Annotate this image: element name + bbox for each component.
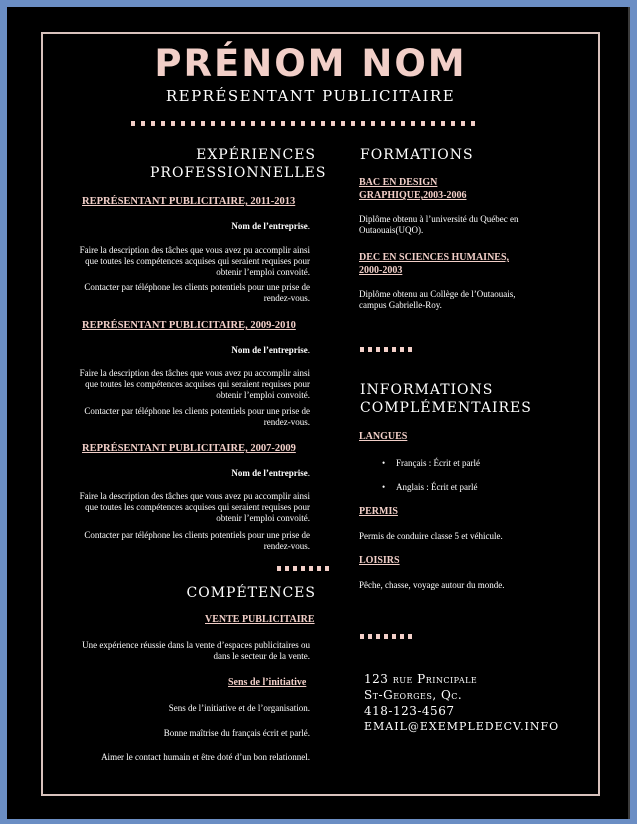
language-item-1: • Français : Écrit et parlé (396, 458, 480, 468)
skill-2-title: Sens de l’initiative (228, 677, 307, 688)
education-2-title: DEC EN SCIENCES HUMAINES, 2000-2003 (359, 252, 510, 276)
job-1-title: REPRÉSENTANT PUBLICITAIRE, 2011-2013 (82, 196, 296, 207)
languages-title: LANGUES (359, 431, 408, 442)
skill-2-item-3: Aimer le contact humain et être doté d’un bon relationnel. (101, 752, 310, 762)
education-1-title: BAC EN DESIGN GRAPHIQUE,2003-2006 (359, 177, 467, 201)
address-line: 123 rue Principale (364, 672, 478, 686)
header-divider-dots (131, 121, 475, 126)
contact-divider-dots (360, 634, 412, 639)
job-3-contact: Contacter par téléphone les clients potentiels pour une prise de rendez-vous. (84, 530, 310, 551)
skill-1-text: Une expérience réussie dans la vente d’espaces publicitaires ou dans le secteur de la vente. (82, 640, 310, 661)
phone-line: 418-123-4567 (364, 704, 455, 718)
experience-title: EXPÉRIENCES PROFESSIONNELLES (150, 147, 327, 181)
job-3-description: Faire la description des tâches que vous avez pu accomplir ainsi que toutes les compétences acquises qui seraient requises pour obtenir l’emploi convoité. (79, 491, 310, 523)
skill-2-item-2: Bonne maîtrise du français écrit et parlé. (163, 728, 310, 738)
skills-title: COMPÉTENCES (186, 585, 316, 601)
permit-title: PERMIS (359, 506, 398, 517)
job-1-description: Faire la description des tâches que vous avez pu accomplir ainsi que toutes les compétences acquises qui seraient requises pour obtenir l’emploi convoité. (79, 245, 310, 277)
job-2-description: Faire la description des tâches que vous avez pu accomplir ainsi que toutes les compétences acquises qui seraient requises pour obtenir l’emploi convoité. (79, 368, 310, 400)
job-1-contact: Contacter par téléphone les clients potentiels pour une prise de rendez-vous. (84, 282, 310, 303)
skills-divider-dots (277, 566, 329, 571)
language-item-2: • Anglais : Écrit et parlé (396, 482, 477, 492)
permit-text: Permis de conduire classe 5 et véhicule. (359, 531, 503, 541)
job-title: REPRÉSENTANT PUBLICITAIRE (165, 87, 456, 105)
info-title: INFORMATIONS COMPLÉMENTAIRES (360, 382, 532, 416)
person-name: PRÉNOM NOM (154, 42, 467, 85)
info-divider-dots (360, 347, 412, 352)
education-title: FORMATIONS (360, 147, 474, 163)
skill-2-item-1: Sens de l’initiative et de l’organisation. (168, 703, 310, 713)
city-line: St-Georges, Qc. (364, 688, 463, 702)
hobbies-title: LOISIRS (359, 555, 400, 566)
job-2-company: Nom de l’entreprise. (231, 345, 310, 355)
job-3-company: Nom de l’entreprise. (231, 468, 310, 478)
skill-1-title: VENTE PUBLICITAIRE (205, 614, 315, 625)
job-1-company: Nom de l’entreprise. (231, 221, 310, 231)
job-2-contact: Contacter par téléphone les clients potentiels pour une prise de rendez-vous. (84, 406, 310, 427)
contact-block (364, 671, 559, 735)
hobbies-text: Pêche, chasse, voyage autour du monde. (359, 580, 505, 590)
job-2-title: REPRÉSENTANT PUBLICITAIRE, 2009-2010 (82, 320, 296, 331)
education-1-text: Diplôme obtenu à l’université du Québec en Outaouais(UQO). (359, 214, 519, 235)
job-3-title: REPRÉSENTANT PUBLICITAIRE, 2007-2009 (82, 443, 296, 454)
email-line: EMAIL@EXEMPLEDECV.INFO (364, 720, 560, 733)
education-2-text: Diplôme obtenu au Collège de l’Outaouais, campus Gabrielle-Roy. (359, 289, 516, 310)
